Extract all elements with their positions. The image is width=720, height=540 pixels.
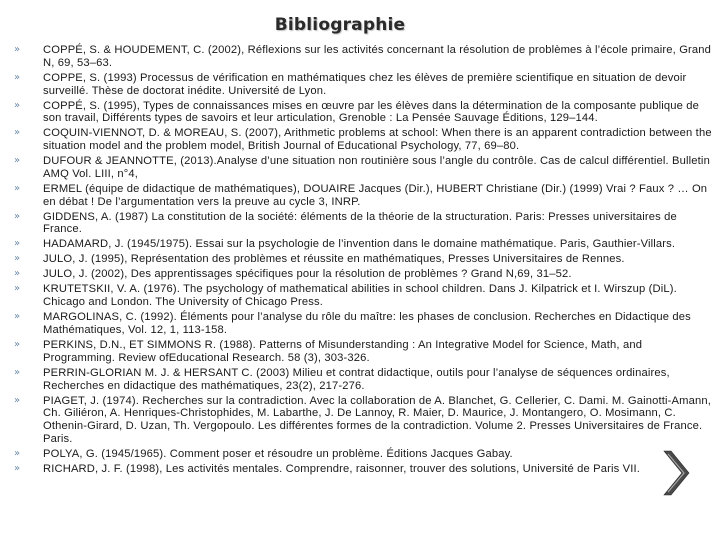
slide-title: Bibliographie xyxy=(274,15,406,35)
reference-text: COPPÉ, S. (1995), Types de connaissances mises en œuvre par les élèves dans la détermination de la composante publique de son travail, Différents types de savoirs et leur articulation, Grenoble : La Pensée Sauvage Éditions, 129–144. xyxy=(43,99,699,125)
reference-list xyxy=(0,44,720,478)
bullet-icon: » xyxy=(14,71,21,83)
reference-item xyxy=(0,268,720,281)
reference-item xyxy=(0,100,720,126)
bullet-icon: » xyxy=(14,44,21,55)
reference-text: RICHARD, J. F. (1998), Les activités mentales. Comprendre, raisonner, trouver des solutions, Université de Paris VII. xyxy=(43,462,641,475)
bullet-icon: » xyxy=(14,238,21,250)
reference-text: PERRIN-GLORIAN M. J. & HERSANT C. (2003) Milieu et contrat didactique, outils pour l’analyse de séquences ordinaires, Recherches en didactique des mathématiques, 23(2), 217-276. xyxy=(43,366,670,392)
reference-item xyxy=(0,44,720,70)
reference-item xyxy=(0,211,720,237)
bullet-icon: » xyxy=(14,268,21,280)
reference-text: COPPE, S. (1993) Processus de vérification en mathématiques chez les élèves de première scientifique en situation de devoir surveillé. Thèse de doctorat inédite. Université de Lyon. xyxy=(43,71,687,97)
next-slide-arrow-icon[interactable] xyxy=(660,448,690,498)
bullet-icon: » xyxy=(14,155,21,167)
reference-text: ERMEL (équipe de didactique de mathématiques), DOUAIRE Jacques (Dir.), HUBERT Christiane (Dir.) (1999) Vrai ? Faux ? … On en débat ! De l’argumentation vers la preuve au cycle 3, INRP. xyxy=(43,182,708,208)
bullet-icon: » xyxy=(14,210,21,222)
reference-item xyxy=(0,367,720,393)
bullet-icon: » xyxy=(14,366,21,378)
reference-item xyxy=(0,72,720,98)
reference-item xyxy=(0,155,720,181)
reference-text: COPPÉ, S. & HOUDEMENT, C. (2002), Réflexions sur les activités concernant la résolution de problèmes à l’école primaire, Grand N, 69, 53–63. xyxy=(43,44,712,69)
reference-item xyxy=(0,339,720,365)
reference-text: JULO, J. (1995), Représentation des problèmes et réussite en mathématiques, Presses Universitaires de Rennes. xyxy=(43,253,625,266)
reference-text: JULO, J. (2002), Des apprentissages spécifiques pour la résolution de problèmes ? Grand N,69, 31–52. xyxy=(43,268,572,281)
reference-item xyxy=(0,283,720,309)
reference-item xyxy=(0,127,720,153)
reference-text: KRUTETSKII, V. A. (1976). The psychology of mathematical abilities in school children. Dans J. Kilpatrick et I. Wirszup (DiL). Chicago and London. The University of Chicago Press. xyxy=(43,283,677,309)
reference-text: MARGOLINAS, C. (1992). Éléments pour l’analyse du rôle du maître: les phases de conclusion. Recherches en Didactique des Mathématiques, Vol. 12, 1, 113-158. xyxy=(43,311,691,336)
reference-text: HADAMARD, J. (1945/1975). Essai sur la psychologie de l’invention dans le domaine mathématique. Paris, Gauthier-Villars. xyxy=(43,238,676,251)
reference-text: DUFOUR & JEANNOTTE, (2013).Analyse d’une situation non routinière sous l’angle du contrôle. Cas de calcul différentiel. Bulletin AMQ Vol. LIII, n°4, xyxy=(43,155,710,180)
reference-item xyxy=(0,253,720,266)
reference-text: PIAGET, J. (1974). Recherches sur la contradiction. Avec la collaboration de A. Blanchet, G. Cellerier, C. Dami. M. Gainotti-Amann, Ch. Giliéron, A. Henriques-Christophides, M. Labarthe, J. De Lannoy, R. Maier, D. Maurice, J. Montangero, O. Mosimann, C. Othenin-Girard, D. Uzan, Th. Vergopoulo. Les différentes formes de la contradiction. Volume 2. Presses Universitaires de France. Paris. xyxy=(43,394,711,445)
reference-item xyxy=(0,463,720,476)
bullet-icon: » xyxy=(14,311,21,323)
bullet-icon: » xyxy=(14,462,21,474)
bullet-icon: » xyxy=(14,447,21,459)
bullet-icon: » xyxy=(14,394,21,406)
reference-text: PERKINS, D.N., ET SIMMONS R. (1988). Patterns of Misunderstanding : An Integrative Model for Science, Math, and Programming. Review ofEducational Research. 58 (3), 303-326. xyxy=(43,338,643,364)
reference-item xyxy=(0,183,720,209)
reference-text: POLYA, G. (1945/1965). Comment poser et résoudre un problème. Éditions Jacques Gabay. xyxy=(43,447,513,460)
reference-text: COQUIN-VIENNOT, D. & MOREAU, S. (2007), Arithmetic problems at school: When there is an apparent contradiction between the situation model and the problem model, British Journal of Educational Psychology, 77, 69–80. xyxy=(43,127,712,153)
bullet-icon: » xyxy=(14,127,21,139)
bullet-icon: » xyxy=(14,99,21,111)
reference-item xyxy=(0,448,720,461)
reference-item xyxy=(0,311,720,337)
reference-item xyxy=(0,395,720,446)
bullet-icon: » xyxy=(14,182,21,194)
bullet-icon: » xyxy=(14,253,21,265)
bullet-icon: » xyxy=(14,283,21,295)
reference-item xyxy=(0,238,720,251)
bullet-icon: » xyxy=(14,338,21,350)
reference-text: GIDDENS, A. (1987) La constitution de la société: éléments de la théorie de la structuration. Paris: Presses universitaires de France. xyxy=(43,210,677,236)
